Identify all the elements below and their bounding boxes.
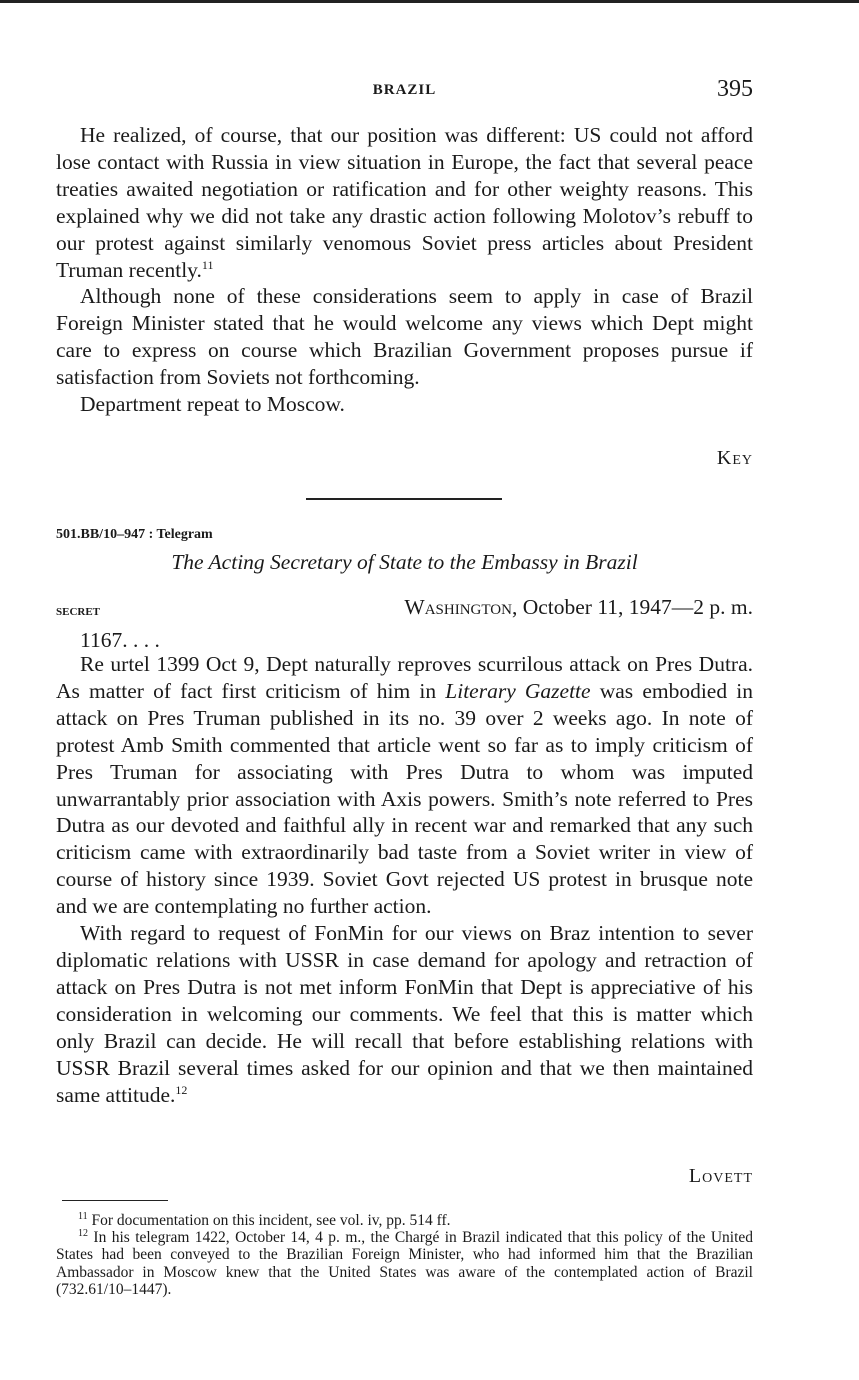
doc2-paragraph-1-text-b: was embodied in attack on Pres Truman published in its no. 39 over 2 weeks ago. In note of protest Amb Smith commented that article went so far as to imply criticism of Pres Truman for associating with Pres Dutra to whom was imputed unwarrantably prior association with Axis powers. Smith’s note referred to Pres Dutra as our devoted and faithful ally in recent war and remarked that any such criticism came with extraordinarily bad taste from a Soviet writer in view of course of history since 1939. Soviet Govt rejected US protest in brusque note and we are contemplating no further action. [56,678,753,919]
file-number: 501.BB/10–947 : Telegram [56,527,213,542]
footnote-12-number: 12 [78,1228,88,1240]
doc2-body [56,651,753,1108]
page-top-rule [0,0,859,3]
doc1-body [56,122,753,418]
literary-gazette-title: Literary Gazette [445,678,591,703]
doc2-signature: Lovett [688,1165,753,1187]
footnote-11-text: For documentation on this incident, see vol. iv, pp. 514 ff. [91,1212,451,1229]
page-number: 395 [717,76,753,102]
document-title: The Acting Secretary of State to the Embassy in Brazil [171,550,638,574]
classification-label: secret [56,603,101,619]
date: , October 11, 1947—2 p. m. [511,595,753,619]
footnote-rule [62,1200,168,1201]
doc2-paragraph-1-text-a: Re urtel 1399 Oct 9, Dept naturally reproves scurrilous attack on Pres Dutra. As matter of fact first criticism of him in [56,652,753,703]
place: Washington [404,595,512,619]
footnote-12 [56,1229,753,1298]
page-header [56,76,753,106]
running-head: BRAZIL [372,82,437,98]
footnotes [56,1212,753,1298]
doc1-signature: Key [716,447,753,469]
footnote-11 [56,1212,753,1229]
place-date [404,595,753,620]
doc1-paragraph-1-text: He realized, of course, that our position was different: US could not afford lose contact with Russia in view situation in Europe, the fact that several peace treaties awaited negotiation or ratification and for other weighty reasons. This explained why we did not take any drastic action following Molotov’s rebuff to our protest against similarly venomous Soviet press articles about President Truman recently. [56,123,753,282]
doc2-paragraph-2-text: With regard to request of FonMin for our views on Braz intention to sever diplomatic relations with USSR in case demand for apology and retraction of attack on Pres Dutra is not met inform FonMin that Dept is appreciative of his consideration in welcoming our comments. We feel that this is matter which only Brazil can decide. He will recall that before establishing relations with USSR Brazil several times asked for our opinion and that we then maintained same attitude. [56,921,753,1107]
section-divider [306,498,502,500]
doc1-paragraph-2: Although none of these considerations seem to apply in case of Brazil Foreign Minister stated that he would welcome any views which Dept might care to express on course which Brazilian Government proposes pursue if satisfaction from Soviets not forthcoming. [56,284,753,390]
footnote-11-number: 11 [78,1210,88,1222]
doc2-paragraph-1 [56,651,753,920]
footnote-ref-12: 12 [175,1082,188,1097]
dateline [56,595,753,623]
doc1-paragraph-1 [56,122,753,283]
footnote-12-text: In his telegram 1422, October 14, 4 p. m., the Chargé in Brazil indicated that this policy of the United States had been conveyed to the Brazilian Foreign Minister, who had informed him that the Brazilian Ambassador in Moscow knew that the United States was aware of the contemplated action of Brazil (732.61/10–1447). [56,1229,754,1298]
footnote-ref-11: 11 [201,257,214,272]
telegram-number: 1167. . . . [80,628,160,652]
doc2-paragraph-2 [56,920,753,1108]
doc1-paragraph-3: Department repeat to Moscow. [80,392,345,417]
